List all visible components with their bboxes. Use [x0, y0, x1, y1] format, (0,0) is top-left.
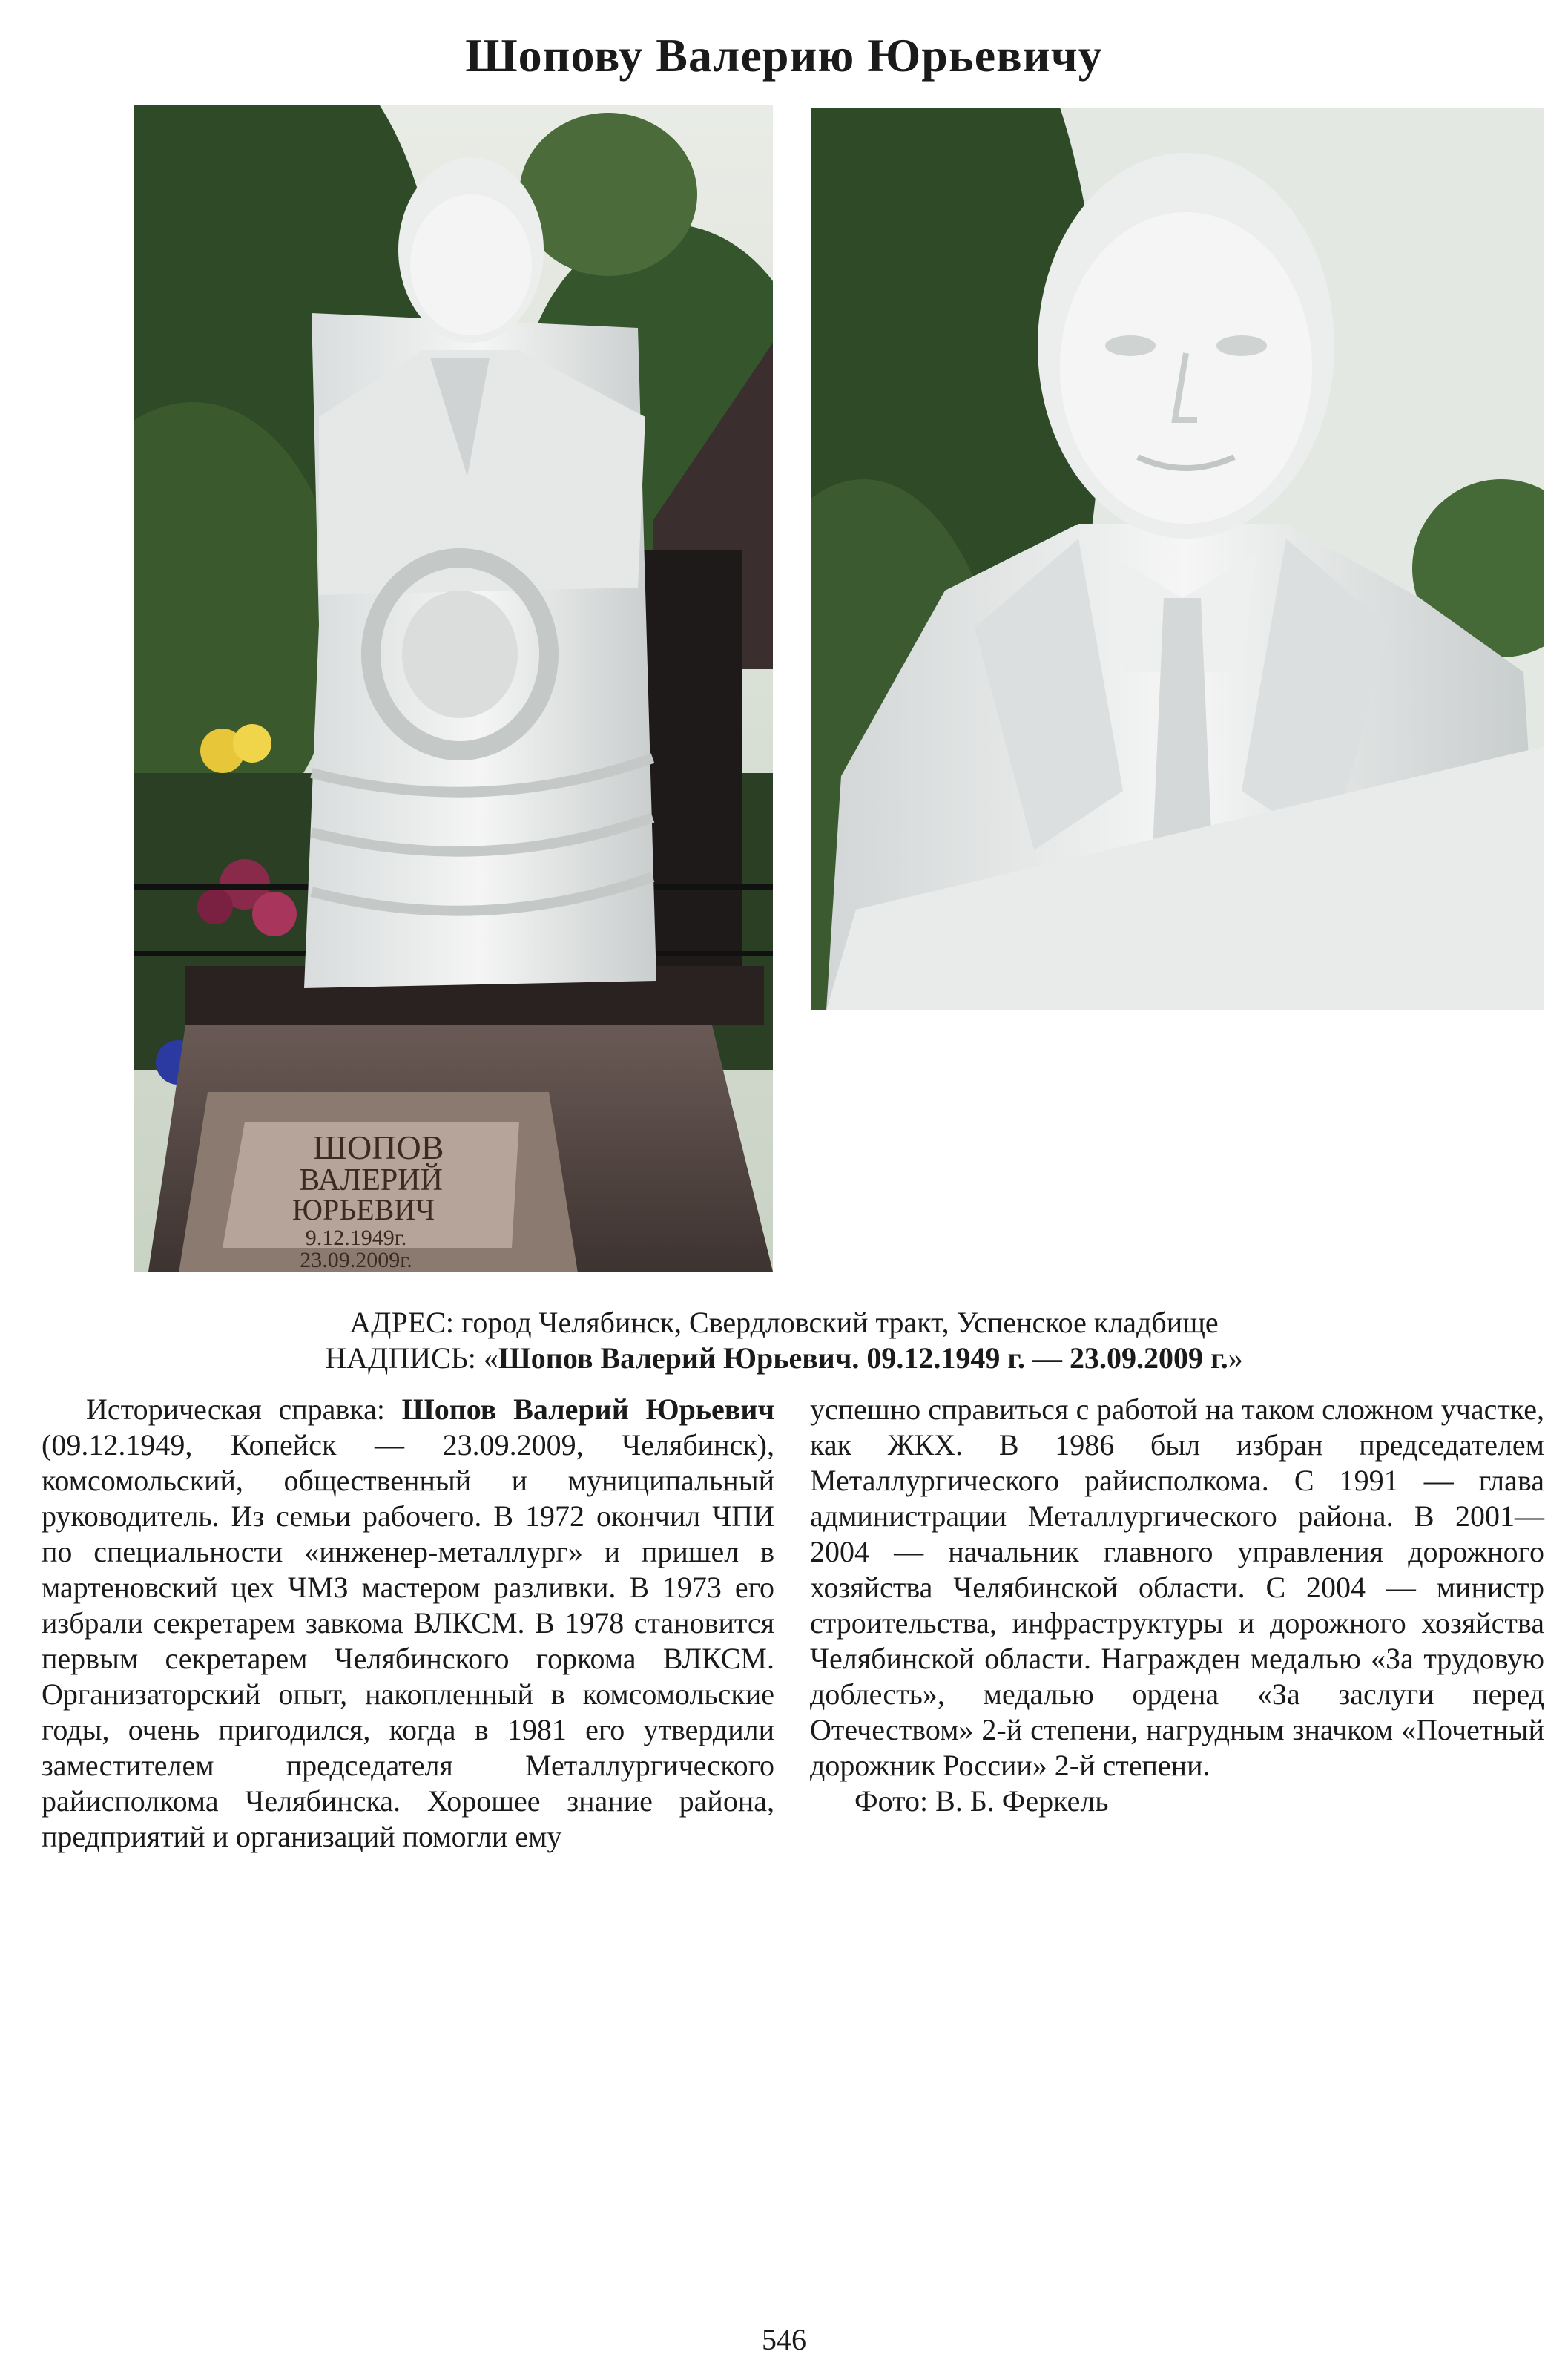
- page-number: 546: [762, 2323, 806, 2356]
- plaque-line-1: ШОПОВ: [312, 1128, 444, 1166]
- biography-text-part-1: (09.12.1949, Копейск — 23.09.2009, Челябинск), комсомольский, общественный и муниципальный руководитель. Из семьи рабочего. В 1972 окончил ЧПИ по специальности «инженер-металлург» и пришел в мартеновский цех ЧМЗ мастером разливки. В 1973 его избрали секретарем завкома ВЛКСМ. В 1978 становится первым секретарем Челябинского горкома ВЛКСМ. Организаторский опыт, накопленный в комсомольские годы, очень пригодился, когда в 1981 его утвердили заместителем председателя Металлургического райисполкома Челябинска. Хорошее знание района, предприятий и организаций помогли ему: [42, 1428, 774, 1853]
- address-caption: АДРЕС: город Челябинск, Свердловский тракт, Успенское кладбище: [349, 1306, 1219, 1339]
- plaque-line-4: 9.12.1949г.: [305, 1226, 407, 1250]
- subject-name: Шопов Валерий Юрьевич: [401, 1393, 774, 1426]
- photo-credit: Фото: В. Б. Феркель: [854, 1784, 1109, 1818]
- biography-paragraph-1: [42, 1392, 774, 1855]
- monument-full-illustration: [134, 105, 773, 1272]
- plaque-line-5: 23.09.2009г.: [300, 1248, 412, 1272]
- intro-label: Историческая справка:: [86, 1393, 402, 1426]
- inscription-prefix: НАДПИСЬ: «: [325, 1341, 498, 1375]
- bust-closeup-photo: [811, 108, 1544, 1010]
- biography-text-part-2: успешно справиться с работой на таком сложном участке, как ЖКХ. В 1986 был избран председателем Металлургического райисполкома. С 1991 — глава администрации Металлургического района. В 2001—2004 — начальник главного управления дорожного хозяйства Челябинской области. С 2004 — министр строительства, инфраструктуры и дорожного хозяйства Челябинской области. Награжден медалью «За трудовую доблесть», медалью ордена «За заслуги перед Отечеством» 2-й степени, нагрудным значком «Почетный дорожник России» 2-й степени.: [810, 1393, 1544, 1782]
- monument-full-photo: [134, 105, 773, 1272]
- inscription-suffix: »: [1228, 1341, 1243, 1375]
- page-title: Шопову Валерию Юрьевичу: [465, 29, 1103, 82]
- inscription-caption: [0, 1340, 1568, 1377]
- plaque-line-2: ВАЛЕРИЙ: [299, 1163, 443, 1197]
- biography-column-left: [42, 1392, 774, 1855]
- bust-closeup-illustration: [811, 108, 1544, 1010]
- inscription-text: Шопов Валерий Юрьевич. 09.12.1949 г. — 23.09.2009 г.: [498, 1341, 1228, 1375]
- plaque-line-3: ЮРЬЕВИЧ: [291, 1193, 435, 1226]
- biography-column-right: [810, 1392, 1544, 1819]
